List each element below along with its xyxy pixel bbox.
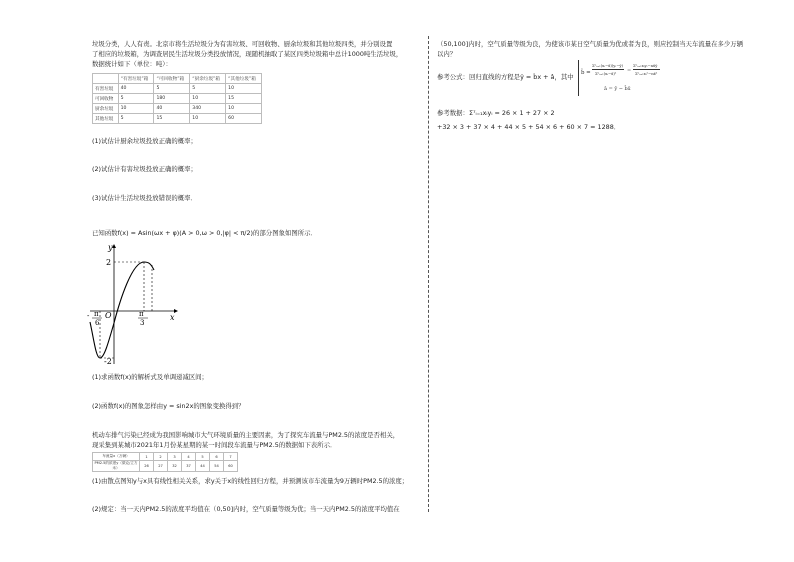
- table-cell: 37: [182, 461, 196, 472]
- garbage-table: [92, 73, 262, 124]
- column-divider: [428, 36, 429, 512]
- table-cell: 10: [226, 84, 262, 94]
- x-left-numerator: π: [94, 310, 99, 318]
- table-cell: 32: [168, 461, 182, 472]
- table-cell: 60: [224, 461, 238, 472]
- function-intro: 已知函数f(x) = Asin(ωx + φ)(A > 0,ω > 0,|φ| < π/2)的部分图象如图所示．: [92, 229, 317, 237]
- table-row: [93, 114, 262, 124]
- a-hat-formula: â = ȳ − b̂x̄: [604, 86, 631, 92]
- car-table: [92, 452, 238, 472]
- b-fraction2-denominator: Σⁿᵢ₌₁xᵢ²−nx̄²: [635, 71, 658, 76]
- table-cell: 15: [154, 114, 190, 124]
- table-cell: 15: [226, 94, 262, 104]
- y-axis-arrow-icon: [112, 244, 116, 248]
- y-axis-label: y: [108, 243, 113, 252]
- b-fraction2-bar: [633, 69, 660, 70]
- sine-graph: [86, 240, 182, 370]
- table-row: [93, 461, 238, 472]
- garbage-intro-line2: 了相应的垃圾箱，为调查居民生活垃圾分类投放情况，现随机抽取了某区四类垃圾箱中总计1000吨生活垃圾，: [92, 50, 403, 58]
- x-left-sign: -: [87, 312, 90, 320]
- equals-sign: =: [627, 68, 632, 74]
- table-cell: 7: [224, 453, 238, 461]
- x-axis-label: x: [170, 313, 175, 322]
- table-cell: 5: [190, 84, 226, 94]
- table-cell: 180: [154, 94, 190, 104]
- question-3: (3)试估计生活垃圾投放错误的概率．: [92, 194, 197, 202]
- b-fraction1-numerator: Σⁿᵢ₌₁(xᵢ−x̄)(yᵢ−ȳ): [592, 63, 624, 68]
- table-cell: 5: [118, 94, 154, 104]
- y-max-label: 2: [106, 258, 112, 267]
- right-line2: 以内？: [437, 50, 457, 58]
- origin-label: O: [105, 311, 112, 320]
- reference-formula-label: 参考公式：回归直线的方程是ŷ = b̂x + â，其中: [437, 73, 574, 81]
- question-2: (2)试估计有害垃圾投放正确的概率；: [92, 165, 197, 173]
- table-header-cell: “其他垃圾”箱: [226, 74, 262, 84]
- table-cell: PM2.5的浓度y（微克/立方米）: [94, 461, 138, 470]
- table-cell: 其他垃圾: [93, 114, 119, 124]
- table-cell: 厨余垃圾: [93, 104, 119, 114]
- table-cell: 60: [226, 114, 262, 124]
- garbage-intro-line1: 垃圾分类，人人有责。北京市将生活垃圾分为有害垃圾、可回收物、厨余垃圾和其他垃圾四类，并分别设置: [92, 40, 393, 48]
- table-cell: 54: [210, 461, 224, 472]
- right-line1: （50,100]内时，空气质量等级为良，为使该市某日空气质量为优或者为良，则应控制当天车流量在多少万辆: [437, 40, 744, 48]
- garbage-intro-line3: 数据统计如下（单位：吨）：: [92, 60, 172, 68]
- table-cell: 可回收物: [93, 94, 119, 104]
- function-question-1: (1)求函数f(x)的解析式及单调递减区间；: [92, 373, 208, 381]
- table-cell: 有害垃圾: [93, 84, 119, 94]
- table-header-cell: “可回收物”箱: [154, 74, 190, 84]
- b-fraction1-bar: [592, 69, 624, 70]
- table-cell: 5: [154, 84, 190, 94]
- table-cell: 3: [168, 453, 182, 461]
- b-fraction1-denominator: Σⁿᵢ₌₁(xᵢ−x̄)²: [595, 71, 617, 76]
- table-row: [93, 94, 262, 104]
- x-left-denominator: 6: [95, 319, 100, 327]
- table-header-row: [93, 74, 262, 84]
- car-question-2: (2)规定：当一天内PM2.5的浓度平均值在（0,50]内时，空气质量等级为优；当一天内PM2.5的浓度平均值在: [92, 505, 400, 513]
- y-min-label: -2: [104, 357, 112, 366]
- table-cell: 40: [118, 84, 154, 94]
- car-question-1: (1)由散点图知y与x具有线性相关关系，求y关于x的线性回归方程，并预测该市车流量为9万辆时PM2.5的浓度；: [92, 477, 409, 485]
- b-hat-label: b̂ =: [581, 70, 591, 76]
- table-cell: 2: [154, 453, 168, 461]
- table-row: [93, 453, 238, 461]
- table-cell: 340: [190, 104, 226, 114]
- car-intro-line2: 现采集到某城市2021年1月份某星期的某一时间段车流量与PM2.5的数据如下表所示．: [92, 441, 337, 449]
- table-cell: 10: [118, 104, 154, 114]
- table-cell: 40: [154, 104, 190, 114]
- b-fraction2-numerator: Σⁿᵢ₌₁xᵢyᵢ−nx̄ȳ: [633, 63, 658, 68]
- table-header-cell: “厨余垃圾”箱: [190, 74, 226, 84]
- table-cell: 26: [140, 461, 154, 472]
- table-cell: 27: [154, 461, 168, 472]
- table-header-cell: “有害垃圾”箱: [118, 74, 154, 84]
- reference-data-continued: +32 × 3 + 37 × 4 + 44 × 5 + 54 × 6 + 60 × 7 = 1288．: [437, 123, 621, 131]
- table-cell: 5: [118, 114, 154, 124]
- table-header-cell: [93, 74, 119, 84]
- table-cell: 6: [210, 453, 224, 461]
- table-row: [93, 84, 262, 94]
- x-right-denominator: 3: [140, 319, 145, 327]
- table-row: [93, 104, 262, 114]
- function-question-2: (2)函数f(x)的图象怎样由y = sin2x的图象变换得到？: [92, 402, 245, 410]
- table-cell: 车流量x（万辆）: [93, 453, 140, 461]
- table-cell: 1: [140, 453, 154, 461]
- x-axis-arrow-icon: [174, 309, 178, 313]
- question-1: (1)试估计厨余垃圾投放正确的概率；: [92, 137, 197, 145]
- table-cell: 5: [196, 453, 210, 461]
- table-cell: 10: [226, 104, 262, 114]
- table-cell: 10: [190, 94, 226, 104]
- table-cell: 44: [196, 461, 210, 472]
- table-cell: 10: [190, 114, 226, 124]
- reference-data-label: 参考数据：Σ⁷ᵢ₌₁xᵢyᵢ = 26 × 1 + 27 × 2: [437, 109, 555, 117]
- table-cell: 4: [182, 453, 196, 461]
- x-right-numerator: π: [139, 310, 144, 318]
- car-intro-line1: 机动车排气污染已经成为我国影响城市大气环境质量的主要因素，为了探究车流量与PM2.5的浓度是否相关，: [92, 431, 400, 439]
- sine-curve: [90, 262, 154, 358]
